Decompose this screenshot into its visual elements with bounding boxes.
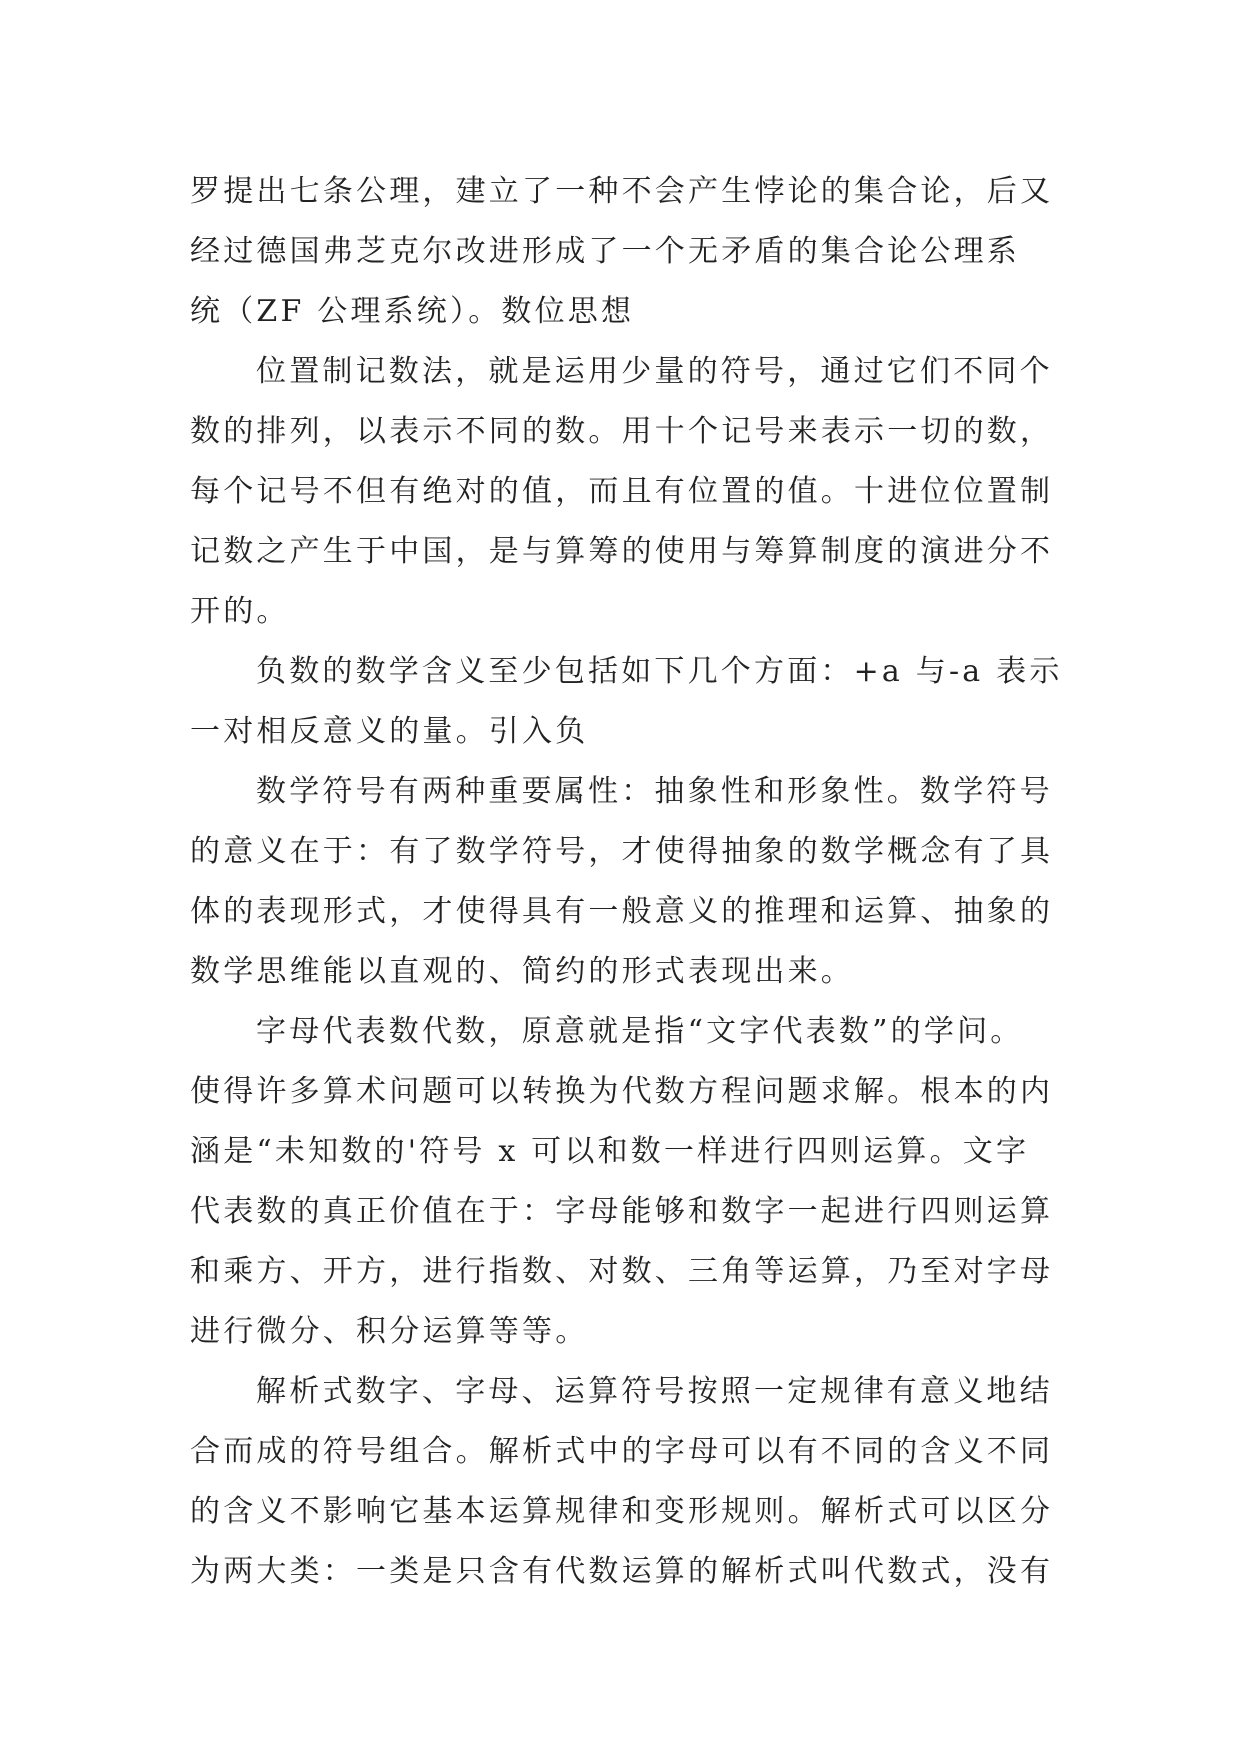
text-line: 经过德国弗芝克尔改进形成了一个无矛盾的集合论公理系 — [190, 234, 1020, 269]
text-line: 数学思维能以直观的、简约的形式表现出来。 — [190, 954, 854, 989]
text-line: 使得许多算术问题可以转换为代数方程问题求解。根本的内 — [190, 1074, 1054, 1109]
text-line: 罗提出七条公理，建立了一种不会产生悖论的集合论，后又 — [190, 174, 1054, 209]
text-line: 数的排列，以表示不同的数。用十个记号来表示一切的数， — [190, 414, 1054, 449]
text-line: 的含义不影响它基本运算规律和变形规则。解析式可以区分 — [190, 1494, 1054, 1529]
paragraph-first-line: 位置制记数法，就是运用少量的符号，通过它们不同个 — [256, 354, 1053, 389]
document-body — [190, 162, 1063, 1602]
text-line: 进行微分、积分运算等等。 — [190, 1314, 589, 1349]
text-line: 涵是“未知数的'符号 x 可以和数一样进行四则运算。文字 — [190, 1134, 1030, 1169]
text-line: 代表数的真正价值在于：字母能够和数字一起进行四则运算 — [190, 1194, 1054, 1229]
text-line: 记数之产生于中国，是与算筹的使用与筹算制度的演进分不 — [190, 534, 1054, 569]
paragraph-first-line: 负数的数学含义至少包括如下几个方面：+a 与-a 表示 — [256, 654, 1063, 689]
text-line: 为两大类：一类是只含有代数运算的解析式叫代数式，没有 — [190, 1554, 1054, 1589]
text-line: 一对相反意义的量。引入负 — [190, 714, 589, 749]
paragraph-first-line: 字母代表数代数，原意就是指“文字代表数”的学问。 — [256, 1014, 1024, 1049]
text-line: 的意义在于：有了数学符号，才使得抽象的数学概念有了具 — [190, 834, 1054, 869]
text-line: 体的表现形式，才使得具有一般意义的推理和运算、抽象的 — [190, 894, 1054, 929]
text-line: 和乘方、开方，进行指数、对数、三角等运算，乃至对字母 — [190, 1254, 1054, 1289]
text-line: 每个记号不但有绝对的值，而且有位置的值。十进位位置制 — [190, 474, 1054, 509]
text-line: 统（ZF 公理系统）。数位思想 — [190, 294, 635, 329]
paragraph-first-line: 数学符号有两种重要属性：抽象性和形象性。数学符号 — [256, 774, 1053, 809]
text-line: 开的。 — [190, 594, 290, 629]
paragraph-first-line: 解析式数字、字母、运算符号按照一定规律有意义地结 — [256, 1374, 1053, 1409]
text-line: 合而成的符号组合。解析式中的字母可以有不同的含义不同 — [190, 1434, 1054, 1469]
